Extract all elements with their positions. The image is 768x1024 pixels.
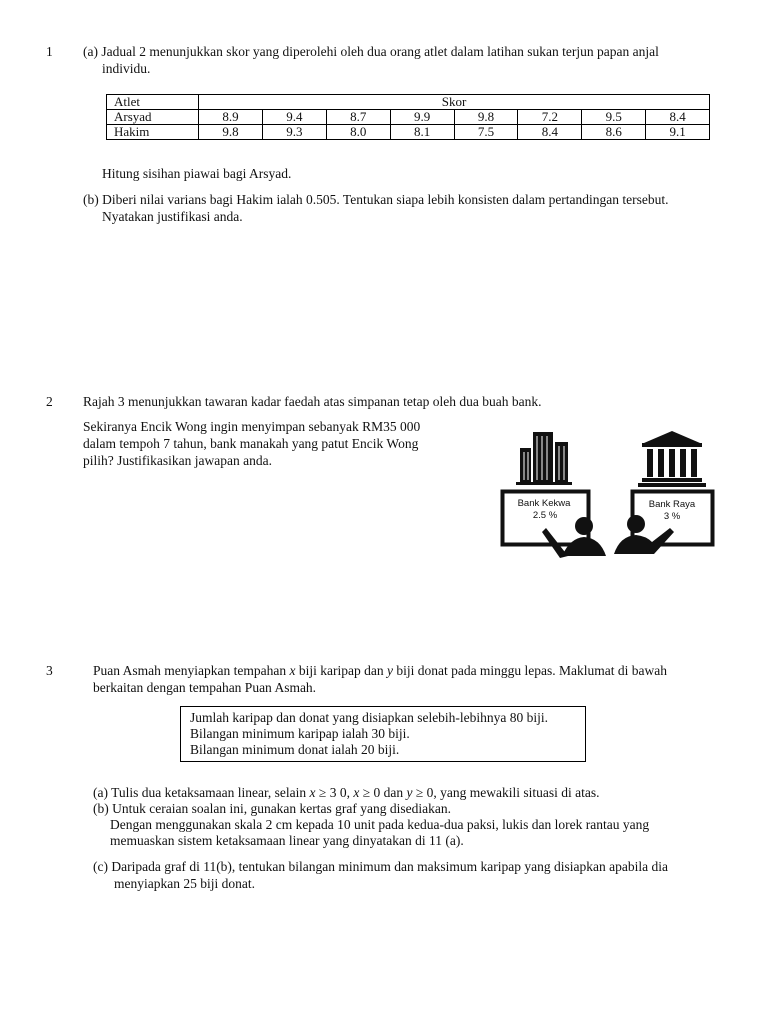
info-box — [180, 706, 586, 762]
q3c-text-line2: menyiapkan 25 biji donat. — [114, 876, 255, 891]
score-cell: 7.2 — [518, 110, 582, 125]
scores-table — [106, 94, 710, 140]
table-header-row — [107, 95, 710, 110]
q3-intro-text: Puan Asmah menyiapkan tempahan — [93, 663, 290, 678]
score-cell: 8.6 — [582, 125, 646, 140]
score-cell: 7.5 — [454, 125, 518, 140]
header-skor: Skor — [199, 95, 710, 110]
table-row — [107, 110, 710, 125]
skyscraper-icon — [516, 432, 572, 485]
q1b-text-line2: Nyatakan justifikasi anda. — [102, 209, 243, 224]
score-cell: 8.0 — [326, 125, 390, 140]
q3a-text — [93, 785, 600, 801]
q1b-text-line1: (b) Diberi nilai varians bagi Hakim ialah 0.505. Tentukan siapa lebih konsisten dalam pertandingan tersebut. — [83, 192, 669, 207]
score-cell: 9.5 — [582, 110, 646, 125]
score-cell: 9.3 — [262, 125, 326, 140]
score-cell: 9.4 — [262, 110, 326, 125]
row-name: Hakim — [107, 125, 199, 140]
variable-x: x — [289, 663, 296, 678]
q3-intro-text: biji karipap dan — [295, 663, 387, 678]
score-cell: 9.8 — [199, 125, 263, 140]
q3a-text-part: (a) Tulis dua ketaksamaan linear, selain — [93, 785, 310, 800]
row-name: Arsyad — [107, 110, 199, 125]
bank-kekwa-name: Bank Kekwa — [517, 498, 571, 509]
q1-compute-text: Hitung sisihan piawai bagi Arsyad. — [102, 166, 292, 181]
header-atlet: Atlet — [107, 95, 199, 110]
question-number-2: 2 — [46, 394, 53, 409]
info-box-line: Jumlah karipap dan donat yang disiapkan selebih-lebihnya 80 biji. — [190, 710, 549, 725]
question-number-1: 1 — [46, 44, 53, 59]
question-number-3: 3 — [46, 663, 53, 678]
q2-paragraph-line1: Sekiranya Encik Wong ingin menyimpan sebanyak RM35 000 — [83, 419, 421, 434]
q3a-text-part: ≥ 0, yang mewakili situasi di atas. — [412, 785, 600, 800]
bank-comparison-figure — [496, 428, 722, 560]
score-cell: 9.9 — [390, 110, 454, 125]
q3-intro-line1 — [93, 663, 667, 679]
q3b-text-line2: Dengan menggunakan skala 2 cm kepada 10 unit pada kedua-dua paksi, lukis dan lorek rantau yang — [110, 817, 650, 832]
q3-intro-line2: berkaitan dengan tempahan Puan Asmah. — [93, 680, 317, 695]
q3b-text-line1: (b) Untuk ceraian soalan ini, gunakan kertas graf yang disediakan. — [93, 801, 451, 816]
bank-building-icon — [638, 431, 706, 487]
q3b-text-line3: memuaskan sistem ketaksamaan linear yang dinyatakan di 11 (a). — [110, 833, 464, 848]
bank-raya-rate: 3 % — [663, 511, 681, 522]
score-cell: 8.1 — [390, 125, 454, 140]
q2-paragraph-line2: dalam tempoh 7 tahun, bank manakah yang patut Encik Wong — [83, 436, 419, 451]
bank-kekwa-rate: 2.5 % — [532, 510, 558, 521]
score-cell: 8.7 — [326, 110, 390, 125]
q1a-text-line2: individu. — [102, 61, 151, 76]
variable-x: x — [309, 785, 316, 800]
q2-paragraph-line3: pilih? Justifikasikan jawapan anda. — [83, 453, 272, 468]
table-row — [107, 125, 710, 140]
q2-text-line1: Rajah 3 menunjukkan tawaran kadar faedah atas simpanan tetap oleh dua buah bank. — [83, 394, 542, 409]
q3-intro-text: biji donat pada minggu lepas. Maklumat di bawah — [392, 663, 668, 678]
score-cell: 9.1 — [646, 125, 710, 140]
variable-y: y — [406, 785, 413, 800]
score-cell: 8.9 — [199, 110, 263, 125]
presenter-person-icon — [542, 517, 606, 558]
info-box-line: Bilangan minimum donat ialah 20 biji. — [190, 742, 400, 757]
bank-raya-name: Bank Raya — [648, 499, 696, 510]
q3c-text-line1: (c) Daripada graf di 11(b), tentukan bilangan minimum dan maksimum karipap yang disiapkan apabila dia — [93, 859, 668, 874]
score-cell: 9.8 — [454, 110, 518, 125]
score-cell: 8.4 — [646, 110, 710, 125]
score-cell: 8.4 — [518, 125, 582, 140]
q3a-text-part: ≥ 3 0, — [315, 785, 354, 800]
q3a-text-part: ≥ 0 dan — [359, 785, 407, 800]
info-box-line: Bilangan minimum karipap ialah 30 biji. — [190, 726, 410, 741]
q1a-text-line1: (a) Jadual 2 menunjukkan skor yang diperolehi oleh dua orang atlet dalam latihan sukan terjun papan anjal — [83, 44, 659, 59]
variable-x: x — [353, 785, 360, 800]
variable-y: y — [386, 663, 393, 678]
